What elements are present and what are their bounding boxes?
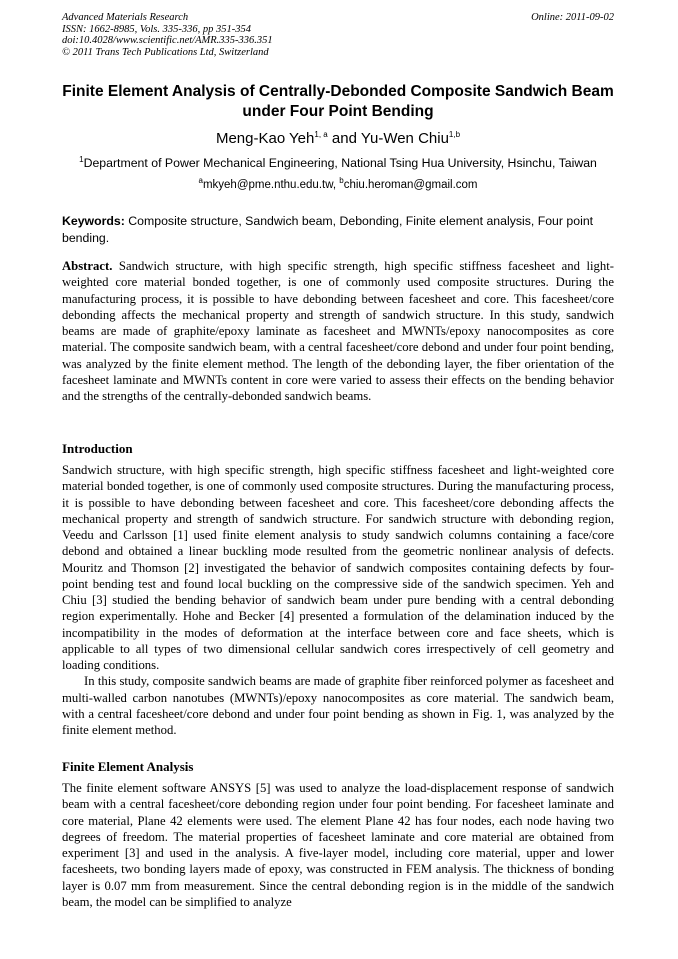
affiliation-sup: 1 — [79, 154, 84, 164]
author-2: Yu-Wen Chiu — [360, 130, 449, 147]
affiliation — [62, 155, 614, 171]
copyright: © 2011 Trans Tech Publications Ltd, Switzerland — [62, 46, 269, 58]
online-date: Online: 2011-09-02 — [531, 12, 614, 23]
email-a: mkyeh@pme.nthu.edu.tw, — [202, 179, 340, 191]
section-heading-introduction: Introduction — [62, 441, 133, 456]
abstract — [62, 258, 614, 404]
author-1-affil: 1, a — [314, 130, 328, 139]
author-1: Meng-Kao Yeh — [215, 130, 315, 147]
abstract-label: Abstract. — [62, 259, 113, 273]
author-line — [62, 130, 614, 148]
issn: ISSN: 1662-8985, Vols. 335-336, pp 351-354 — [62, 23, 251, 35]
fea-paragraph-1: The finite element software ANSYS [5] was used to analyze the load-displacement response of sandwich beam with a central facesheet/core debonding region under four point bending. For facesheet laminate and core material, Plane 42 elements were used. The element Plane 42 has four nodes, each node having two degrees of freedom. The material properties of facesheet laminate and core material are obtained from experiment [3] and used in the analysis. A five-layer model, including core material, upper and lower facesheets, two bonding layers made of epoxy, was constructed in FEM analysis. The thickness of bonding layer is 0.07 mm from measurement. Since the central debonding region is in the middle of the sandwich beam, the model can be simplified to analyze — [62, 781, 614, 909]
paper-title: Finite Element Analysis of Centrally-Debonded Composite Sandwich Beam under Four Point Bending — [62, 83, 614, 120]
fea-body — [62, 780, 614, 910]
section-heading-fea: Finite Element Analysis — [62, 759, 194, 774]
email-b: chiu.heroman@gmail.com — [343, 179, 478, 191]
journal-name: Advanced Materials Research — [62, 12, 189, 23]
keywords-text: Composite structure, Sandwich beam, Debonding, Finite element analysis, Four point bending. — [62, 214, 594, 245]
abstract-text: Sandwich structure, with high specific strength, high specific stiffness facesheet and light-weighted core material bonded together, is one of commonly used composite structures. During the manufacturing process, it is possible to have debonding between facesheet and core. This facesheet/core debonding affects the mechanical property and strength of sandwich structure. In this study, sandwich beams are made of graphite/epoxy laminate as facesheet and MWNTs/epoxy nanocomposites as core material. The composite sandwich beam, with a central facesheet/core debond and under four point bending, was analyzed by the finite element method. The length of the debonding layer, the fiber orientation of the facesheet laminate and MWNTs content in core were varied to assess their effects on the bending behavior and the strengths of the centrally-debonded sandwich beams. — [62, 259, 614, 403]
author-emails — [62, 177, 614, 193]
author-2-affil: 1,b — [448, 130, 461, 139]
introduction-paragraph-2: In this study, composite sandwich beams are made of graphite fiber reinforced polymer as facesheet and multi-walled carbon nanotubes (MWNTs)/epoxy nanocomposites as core material. The sandwich beam, with a central facesheet/core debond and under four point bending as shown in Fig. 1, was analyzed by the finite element method. — [62, 674, 614, 737]
keywords-label: Keywords: — [62, 214, 125, 228]
keywords — [62, 213, 614, 247]
author-and: and — [327, 130, 361, 147]
journal-header — [62, 12, 273, 58]
doi: doi:10.4028/www.scientific.net/AMR.335-336.351 — [62, 35, 273, 46]
introduction-paragraph-1: Sandwich structure, with high specific strength, high specific stiffness facesheet and light-weighted core material bonded together, is one of commonly used composite structures. During the manufacturing process, it is possible to have debonding between facesheet and core. This facesheet/core debonding affects the mechanical property and strength of sandwich structure. For sandwich structure with debonding region, Veedu and Carlsson [1] used finite element analysis to study sandwich columns containing a face/core debond and obtained a linear buckling mode resulted from the geometric nonlinear analysis of defects. Mouritz and Thomson [2] investigated the behavior of sandwich composites containing defects by four-point bending test and found local buckling on the compressive side of the sandwich specimen. Yeh and Chiu [3] studied the bending behavior of sandwich beam under pure bending with a central debonding region experimentally. Hohe and Becker [4] presented a formulation of the delamination induced by the incompatibility in the modes of deformation at the interface between core and face sheets, which is applicable to all types of two dimensional cellular sandwich cores irrespectively of cell geometry and loading conditions. — [62, 463, 614, 672]
affiliation-text: Department of Power Mechanical Engineering, National Tsing Hua University, Hsinchu, Taiwan — [83, 156, 597, 170]
introduction-body — [62, 462, 614, 738]
email-b-sup: b — [339, 176, 344, 186]
email-a-sup: a — [198, 176, 203, 186]
